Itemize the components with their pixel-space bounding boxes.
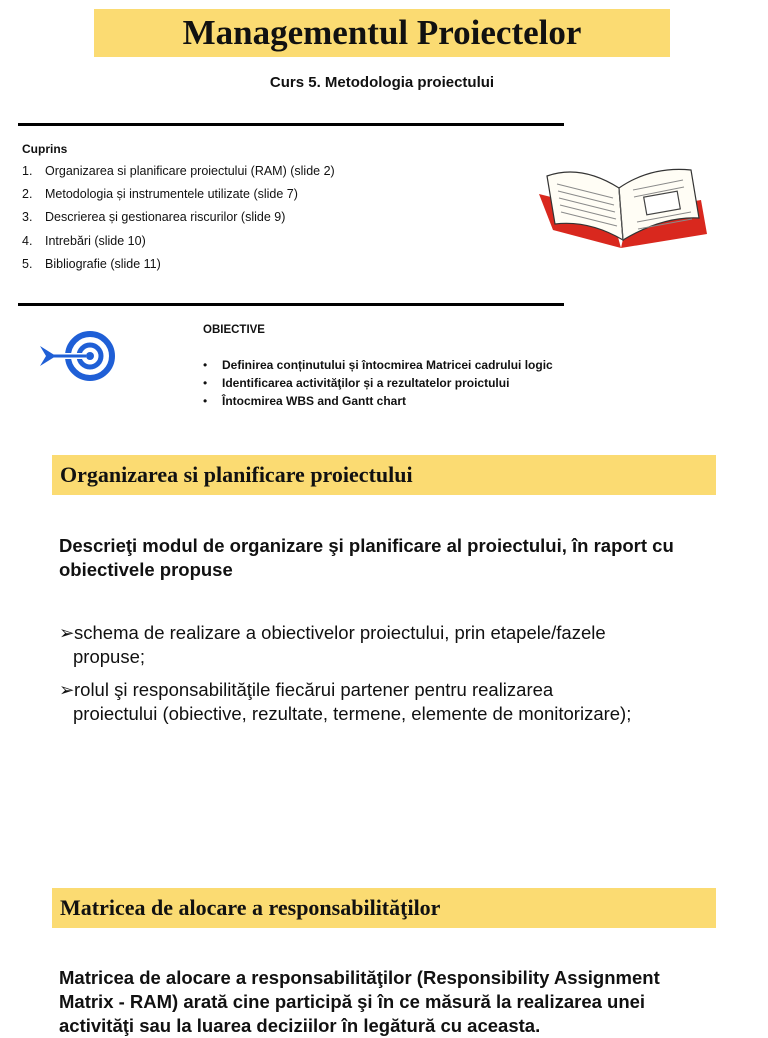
objective-text: Întocmirea WBS and Gantt chart — [222, 394, 407, 408]
toc-item-number: 2. — [22, 187, 33, 202]
section-intro — [59, 534, 729, 582]
toc-heading: Cuprins — [22, 142, 68, 156]
toc-item — [22, 233, 335, 256]
bullet-line: proiectului (obiective, rezultate, termene, elemente de monitorizare); — [73, 703, 632, 724]
section-intro-line: obiectivele propuse — [59, 559, 233, 580]
toc-item — [22, 163, 335, 186]
objective-item — [203, 357, 553, 375]
toc-list — [22, 163, 335, 279]
target-arrow-icon — [38, 316, 118, 396]
objectives-heading: OBIECTIVE — [203, 324, 265, 336]
bullet: • — [203, 376, 208, 390]
section-body-line: activităţi sau la luarea deciziilor în legătură cu aceasta. — [59, 1015, 541, 1036]
objective-item — [203, 393, 553, 411]
arrow-bullet-item — [59, 621, 719, 669]
bullet: • — [203, 358, 208, 372]
objective-item — [203, 375, 553, 393]
toc-item-label: Bibliografie (slide 11) — [45, 256, 161, 271]
toc-item-number: 4. — [22, 233, 33, 248]
open-book-icon — [533, 160, 711, 252]
arrow-bullet-icon: ➢ — [59, 622, 75, 643]
section-body-line: Matricea de alocare a responsabilităţilor (Responsibility Assignment — [59, 967, 660, 988]
toc-item-number: 5. — [22, 256, 33, 271]
page-title: Managementul Proiectelor — [182, 13, 582, 52]
divider-bottom — [18, 303, 564, 306]
section-heading: Organizarea si planificare proiectului — [60, 462, 413, 487]
toc-item — [22, 186, 335, 209]
title-banner — [94, 9, 670, 57]
bullet-line: schema de realizare a obiectivelor proiectului, prin etapele/fazele — [74, 622, 606, 643]
toc-item-label: Organizarea si planificare proiectului (RAM) (slide 2) — [45, 164, 335, 178]
toc-item-label: Metodologia și instrumentele utilizate (slide 7) — [45, 187, 298, 202]
section-body-line: Matrix - RAM) arată cine participă şi în ce măsură la realizarea unei — [59, 991, 646, 1012]
bullet-line: propuse; — [73, 646, 145, 667]
bullet-line: rolul şi responsabilităţile fiecărui partener pentru realizarea — [74, 679, 554, 700]
toc-item-number: 3. — [22, 210, 33, 225]
toc-item-label: Descrierea și gestionarea riscurilor (slide 9) — [45, 210, 286, 225]
section-heading: Matricea de alocare a responsabilităţilor — [60, 895, 441, 920]
toc-item-number: 1. — [22, 164, 33, 178]
arrow-bullet-icon: ➢ — [59, 679, 75, 700]
section-heading-band — [52, 455, 716, 495]
objective-text: Identificarea activităţilor și a rezultatelor proictului — [222, 376, 510, 390]
arrow-bullet-item — [59, 678, 719, 726]
section-intro-line: Descrieţi modul de organizare şi planificare al proiectului, în raport cu — [59, 535, 674, 556]
objective-text: Definirea conținutului și întocmirea Matricei cadrului logic — [222, 358, 553, 372]
bullet: • — [203, 394, 208, 408]
divider-top — [18, 123, 564, 126]
section-body — [59, 966, 729, 1038]
toc-item — [22, 209, 335, 232]
toc-item — [22, 256, 335, 279]
section-heading-band — [52, 888, 716, 928]
page-subtitle: Curs 5. Metodologia proiectului — [269, 74, 495, 91]
toc-item-label: Intrebări (slide 10) — [45, 233, 146, 248]
objectives-list — [203, 357, 553, 411]
